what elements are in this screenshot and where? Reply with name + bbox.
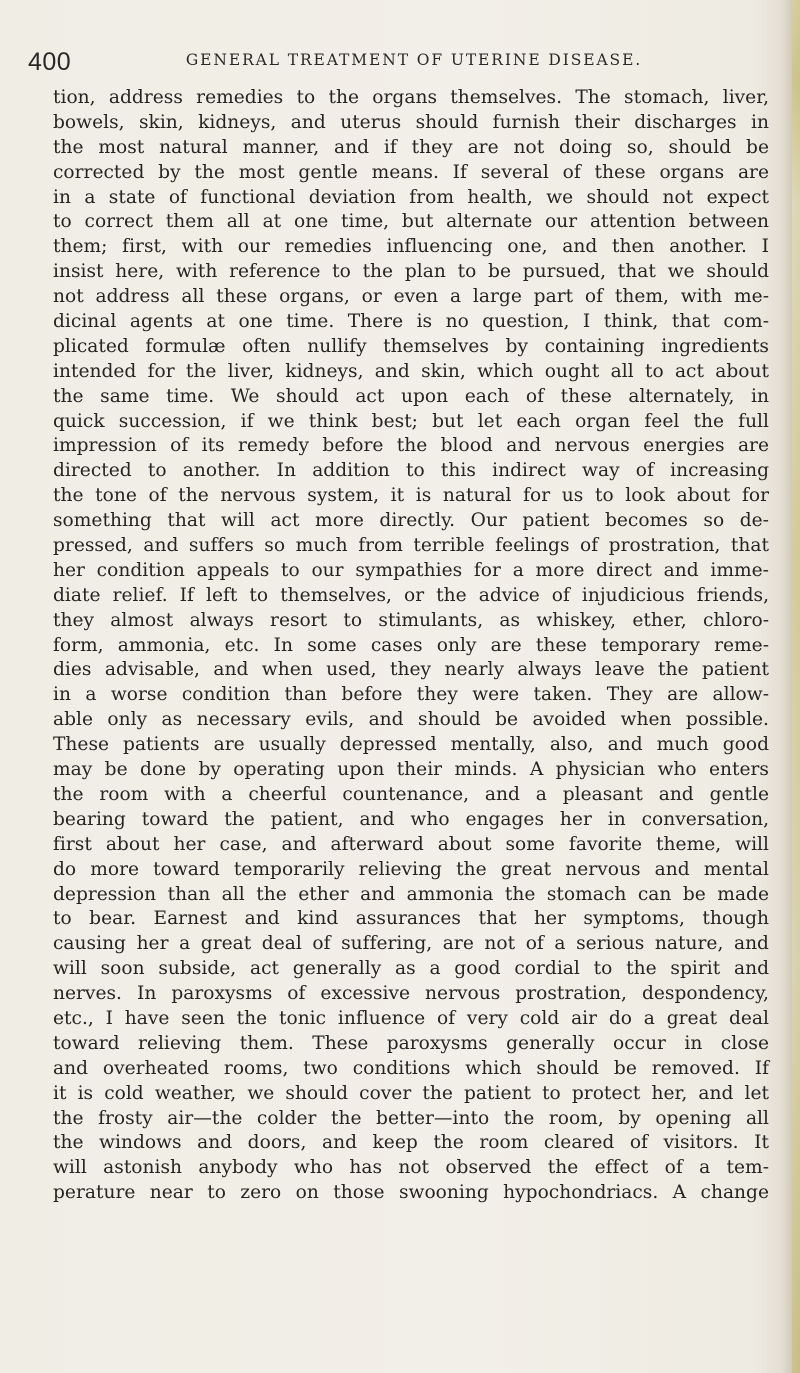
text-line: able only as necessary evils, and should be avoided when possible. <box>53 709 769 731</box>
text-line: form, ammonia, etc. In some cases only are these temporary reme- <box>53 634 769 656</box>
text-line: nerves. In paroxysms of excessive nervous prostration, despondency, <box>53 983 769 1005</box>
text-line: impression of its remedy before the blood and nervous energies are <box>53 435 769 457</box>
page-edge-stain <box>792 0 800 1373</box>
text-line: in a worse condition than before they were taken. They are allow- <box>53 684 769 706</box>
text-line: etc., I have seen the tonic influence of very cold air do a great deal <box>53 1007 769 1029</box>
text-line: may be done by operating upon their minds. A physician who enters <box>53 759 769 781</box>
running-head: GENERAL TREATMENT OF UTERINE DISEASE. <box>185 51 643 69</box>
text-line: bearing toward the patient, and who engages her in conversation, <box>53 808 769 830</box>
text-line: the most natural manner, and if they are not doing so, should be <box>53 136 769 158</box>
page-header <box>28 48 768 78</box>
text-line: her condition appeals to our sympathies for a more direct and imme- <box>53 559 769 581</box>
text-line: not address all these organs, or even a large part of them, with me- <box>53 286 769 308</box>
text-line: directed to another. In addition to this indirect way of increasing <box>53 460 769 482</box>
text-line: diate relief. If left to themselves, or the advice of injudicious friends, <box>53 584 769 606</box>
text-line: and overheated rooms, two conditions which should be removed. If <box>53 1057 769 1079</box>
text-line: causing her a great deal of suffering, are not of a serious nature, and <box>53 933 769 955</box>
text-line: to correct them all at one time, but alternate our attention between <box>53 211 769 233</box>
text-line: the same time. We should act upon each of these alternately, in <box>53 385 769 407</box>
text-line: tion, address remedies to the organs themselves. The stomach, liver, <box>53 87 769 108</box>
text-line: do more toward temporarily relieving the great nervous and mental <box>53 858 769 880</box>
text-line: something that will act more directly. Our patient becomes so de- <box>53 510 769 532</box>
text-line: quick succession, if we think best; but let each organ feel the full <box>53 410 769 432</box>
text-line: corrected by the most gentle means. If several of these organs are <box>53 161 769 183</box>
text-line: the tone of the nervous system, it is natural for us to look about for <box>53 485 769 507</box>
text-line: These patients are usually depressed mentally, also, and much good <box>53 734 769 756</box>
page-number: 400 <box>28 48 72 76</box>
text-line: intended for the liver, kidneys, and skin, which ought all to act about <box>53 360 769 382</box>
text-line: to bear. Earnest and kind assurances that her symptoms, though <box>53 908 769 930</box>
text-line: the windows and doors, and keep the room cleared of visitors. It <box>53 1132 769 1154</box>
text-line: first about her case, and afterward about some favorite theme, will <box>53 833 769 855</box>
text-line: depression than all the ether and ammonia the stomach can be made <box>53 883 769 905</box>
text-line: dies advisable, and when used, they nearly always leave the patient <box>53 659 769 681</box>
text-line: plicated formulæ often nullify themselves by containing ingredients <box>53 335 769 357</box>
text-line: the room with a cheerful countenance, and a pleasant and gentle <box>53 783 769 805</box>
body-text <box>53 86 769 1206</box>
text-line: it is cold weather, we should cover the patient to protect her, and let <box>53 1082 769 1104</box>
text-line: in a state of functional deviation from health, we should not expect <box>53 186 769 208</box>
text-line: insist here, with reference to the plan to be pursued, that we should <box>53 261 769 283</box>
text-line: perature near to zero on those swooning hypochondriacs. A change <box>53 1182 769 1204</box>
text-line: dicinal agents at one time. There is no question, I think, that com- <box>53 311 769 333</box>
text-line: will soon subside, act generally as a good cordial to the spirit and <box>53 958 769 980</box>
text-line: toward relieving them. These paroxysms generally occur in close <box>53 1032 769 1054</box>
text-line: pressed, and suffers so much from terrible feelings of prostration, that <box>53 535 769 557</box>
text-line: bowels, skin, kidneys, and uterus should furnish their discharges in <box>53 111 769 133</box>
text-line: the frosty air—the colder the better—into the room, by opening all <box>53 1107 769 1129</box>
text-line: them; first, with our remedies influencing one, and then another. I <box>53 236 769 258</box>
text-line: will astonish anybody who has not observed the effect of a tem- <box>53 1157 769 1179</box>
text-line: they almost always resort to stimulants, as whiskey, ether, chloro- <box>53 609 769 631</box>
